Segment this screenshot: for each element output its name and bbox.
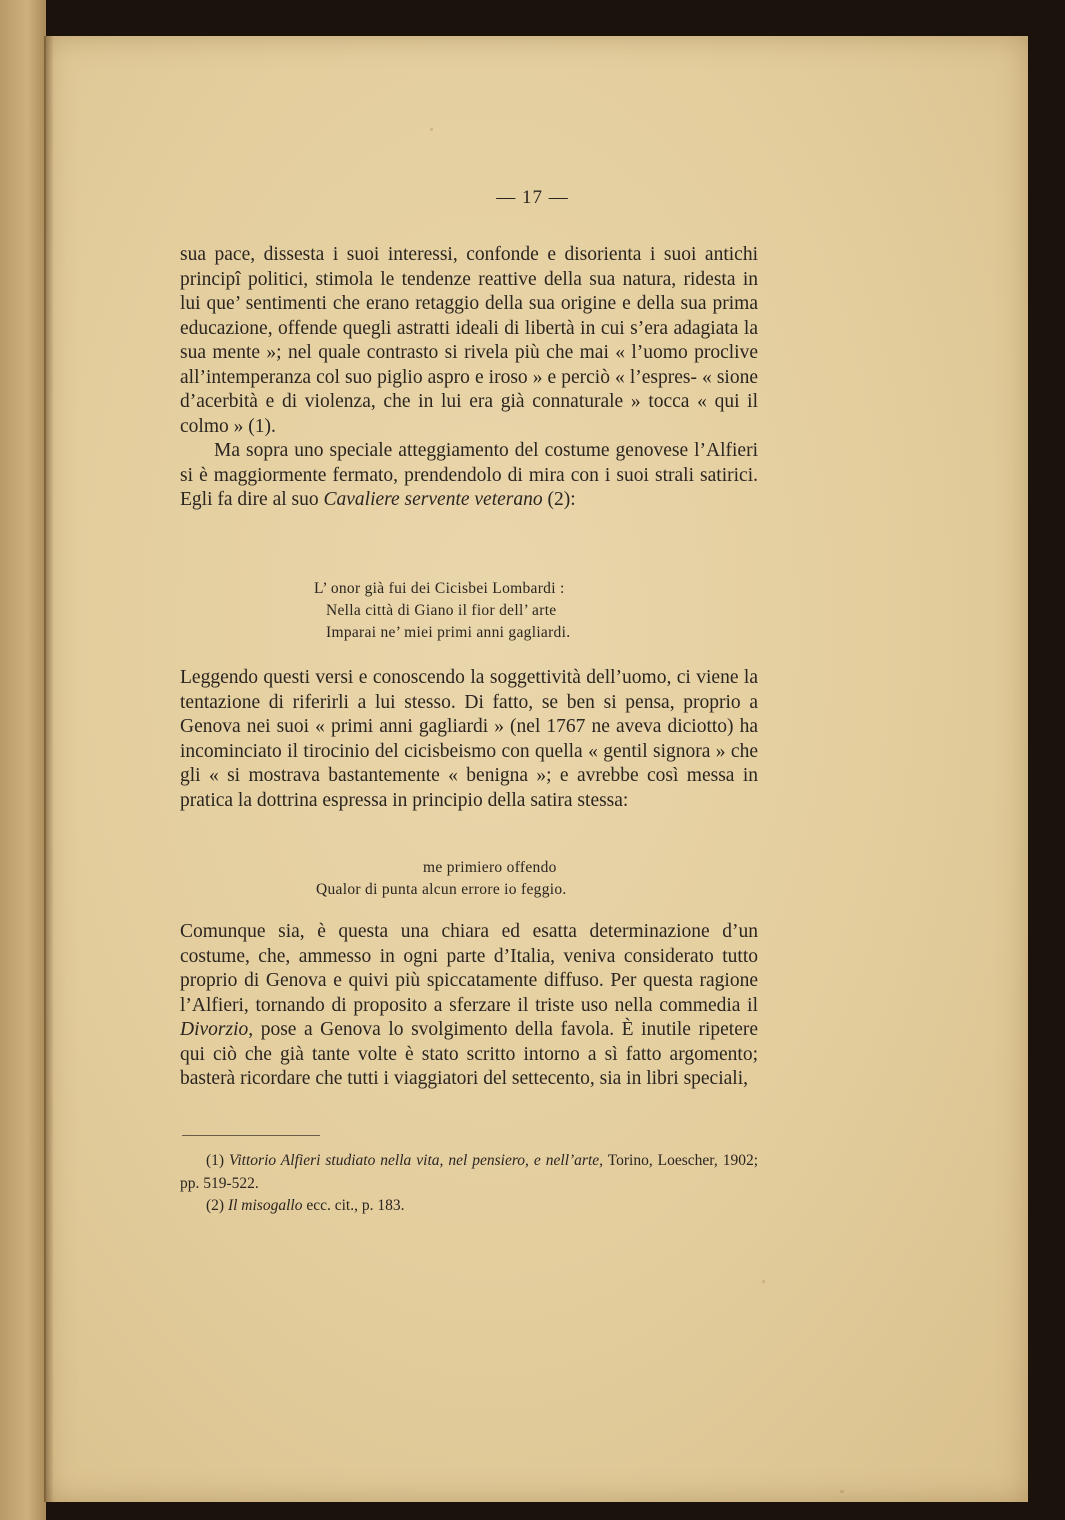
page-gutter-shadow xyxy=(44,36,54,1502)
paper-spot xyxy=(762,1280,765,1283)
paragraph-3: Leggendo questi versi e conoscendo la soggettività dell’uomo, ci viene la tentazione di riferirli a lui stesso. Di fatto, se ben si pensa, proprio a Genova nei suoi « primi anni gagliardi » (nel 1767 ne aveva diciotto) ha incominciato il tirocinio del cicisbeismo con quella « gentil signora » che gli « si mostrava bastantemente « benigna »; e avrebbe così messa in pratica la dottrina espressa in principio della satira stessa: xyxy=(180,667,758,811)
footnote-1 xyxy=(180,1150,758,1195)
verse-2-line-2: Qualor di punta alcun errore io feggio. xyxy=(316,881,567,898)
verse-2-line-1: me primiero offendo xyxy=(423,859,557,876)
footnote-2 xyxy=(180,1195,758,1218)
main-text-block xyxy=(180,243,758,513)
page-number: — 17 — xyxy=(496,187,569,208)
paragraph-block-2 xyxy=(180,666,758,813)
footnote-rule xyxy=(182,1135,320,1136)
footnote-1-number: (1) xyxy=(206,1152,225,1169)
paragraph-4-title: Divorzio, xyxy=(180,1019,254,1040)
footnote-2-title: Il misogallo xyxy=(227,1197,303,1214)
paragraph-4-text-a: Comunque sia, è questa una chiara ed esatta determinazione d’un costume, che, ammesso in ogni parte d’Italia, veniva considerato tutto proprio di Genova e quivi più spiccatamente diffuso. Per questa ragione l’Alfieri, tornando di proposito a sferzare il triste uso nella commedia il xyxy=(180,921,758,1016)
verse-1-line-3: Imparai ne’ miei primi anni gagliardi. xyxy=(326,624,571,641)
paragraph-4-text-b: pose a Genova lo svolgimento della favola. È inutile ripetere qui ciò che già tante volte è stato scritto intorno a sì fatto argomento; basterà ricordare che tutti i viaggiatori del settecento, sia in libri speciali, xyxy=(180,1019,759,1089)
left-page-edge xyxy=(0,0,46,1520)
footnotes xyxy=(180,1150,758,1218)
footnote-1-rest: Torino, Loescher, 1902; pp. 519-522. xyxy=(180,1152,758,1192)
verse-block-2 xyxy=(316,857,567,901)
verse-block-1 xyxy=(314,578,571,644)
footnote-2-rest: ecc. cit., p. 183. xyxy=(306,1197,405,1214)
paragraph-2 xyxy=(180,439,758,513)
paragraph-2-note-ref: (2): xyxy=(547,489,576,510)
paper-spot xyxy=(840,1490,844,1493)
paragraph-2-title: Cavaliere servente veterano xyxy=(323,489,543,510)
paper-spot xyxy=(430,128,433,131)
footnote-1-title: Vittorio Alfieri studiato nella vita, nel pensiero, e nell’arte, xyxy=(229,1152,604,1169)
verse-1-line-2: Nella città di Giano il fior dell’ arte xyxy=(326,602,557,619)
footnote-2-number: (2) xyxy=(206,1197,225,1214)
paragraph-1: sua pace, dissesta i suoi interessi, confonde e disorienta i suoi antichi principî politici, stimola le tendenze reattive della sua natura, ridesta in lui que’ sentimenti che erano retaggio della sua origine e della sua prima educazione, offende quegli astratti ideali di libertà in cui s’era adagiata la sua mente »; nel quale contrasto si rivela più che mai « l’uomo proclive all’intemperanza col suo piglio aspro e iroso » e perciò « l’espres- « sione d’acerbità e di violenza, che in lui era già connaturale » tocca « qui il colmo » (1). xyxy=(180,244,758,437)
paragraph-2-text: Ma sopra uno speciale atteggiamento del costume genovese l’Alfieri si è maggiormente fermato, prendendolo di mira con i suoi strali satirici. Egli fa dire al suo xyxy=(180,440,758,510)
verse-1-line-1: L’ onor già fui dei Cicisbei Lombardi : xyxy=(314,580,565,597)
paragraph-block-3 xyxy=(180,920,758,1092)
paragraph-4 xyxy=(180,920,758,1092)
